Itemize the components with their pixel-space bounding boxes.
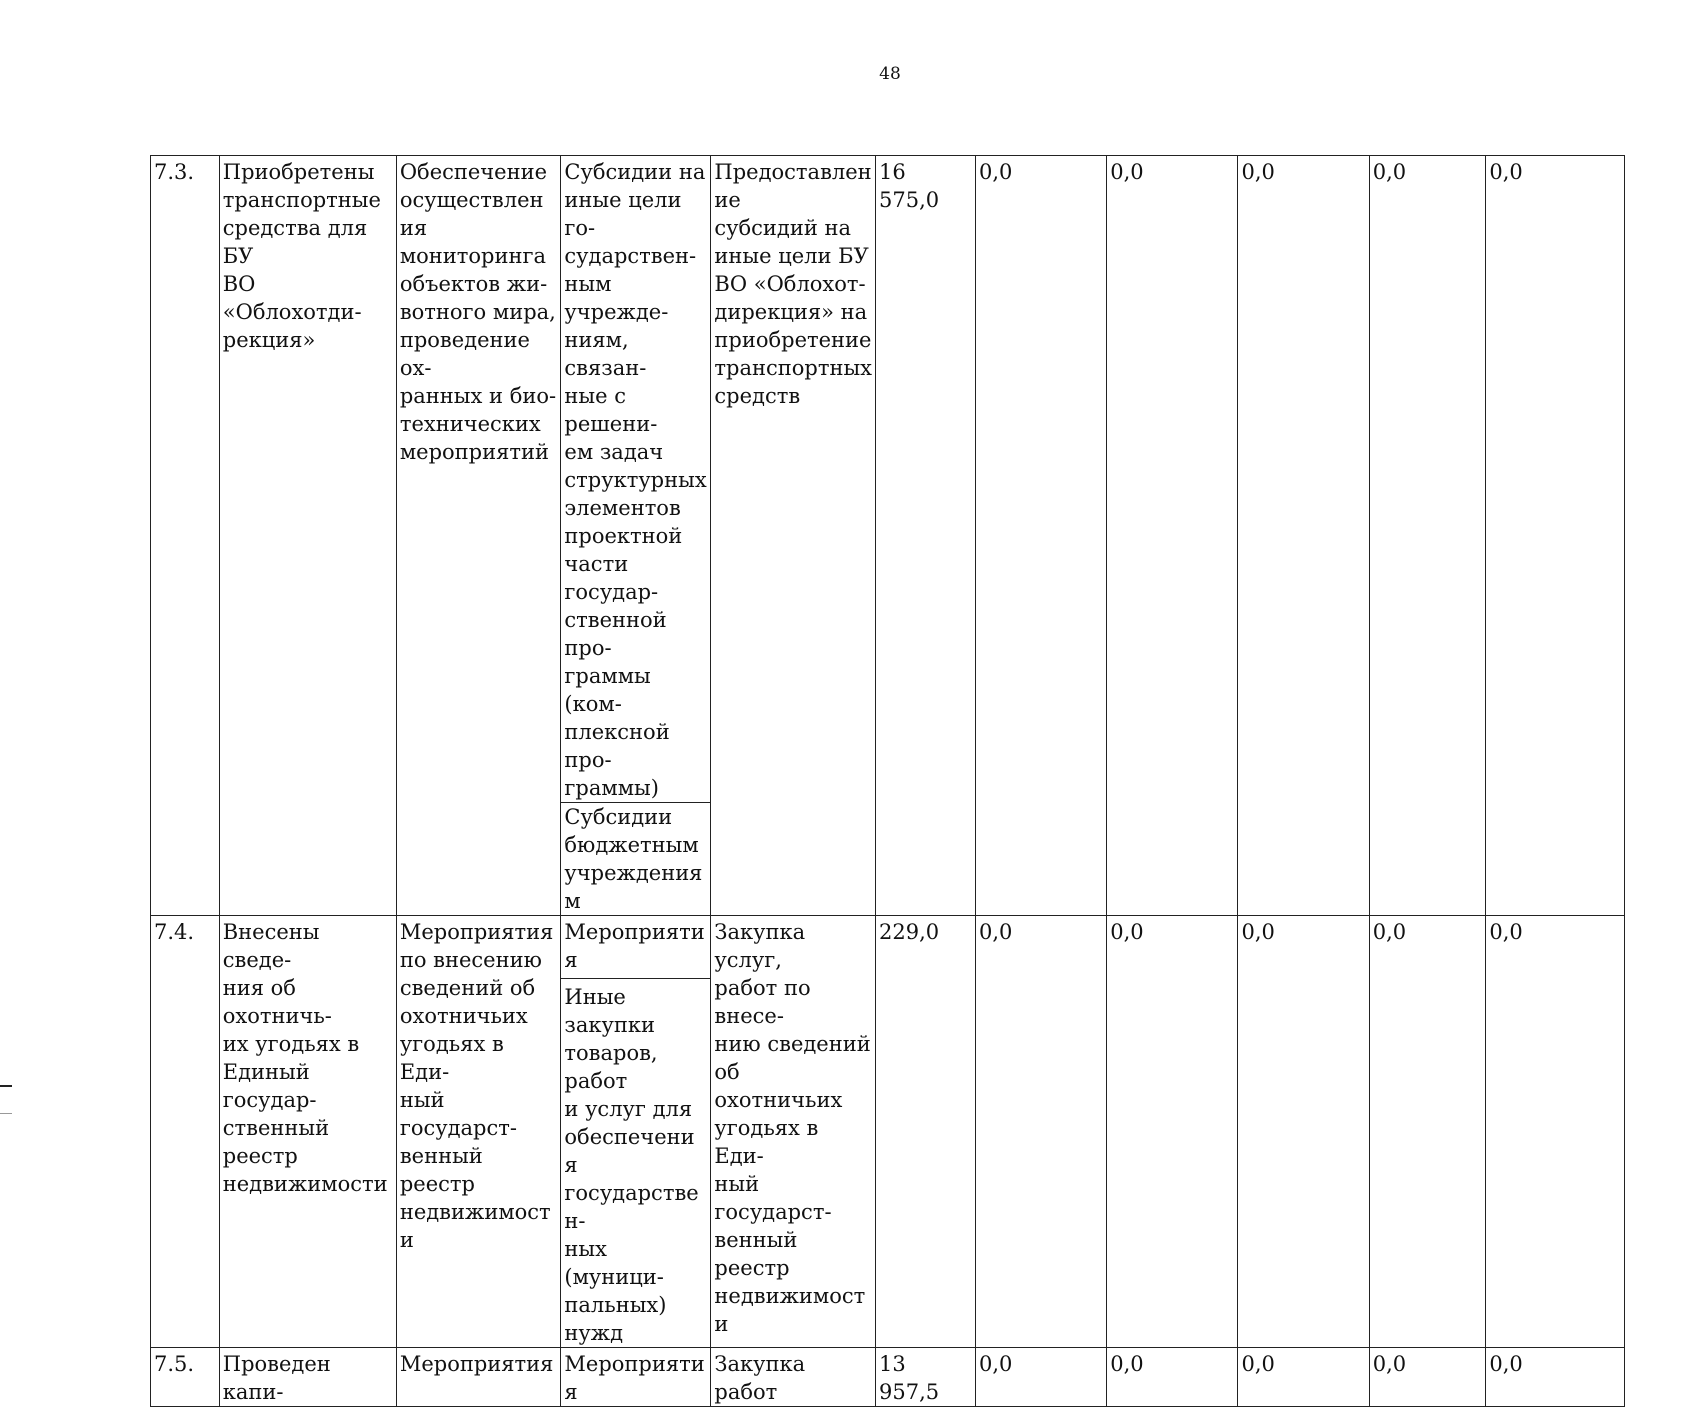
margin-mark (0, 1113, 12, 1114)
expense-type-cell (561, 156, 711, 916)
table-row (151, 156, 1625, 916)
table-row (151, 916, 1625, 1348)
table-row (151, 1348, 1625, 1407)
amount-cell: 13 957,5 (875, 1348, 975, 1407)
measure-cell: Обеспечение осуществления мониторинга объектов жи- вотного мира, проведение ох- ранных и био- технических мероприятий (396, 156, 561, 916)
page-number: 48 (879, 64, 901, 84)
amount-cell: 16 575,0 (875, 156, 975, 916)
amount-cell: 229,0 (875, 916, 975, 1348)
expense-type-cell (561, 916, 711, 1348)
result-cell: Проведен капи- (219, 1348, 396, 1407)
expense-type: Субсидии бюджетным учреждениям (561, 802, 710, 915)
result-cell: Внесены сведе- ния об охотничь- их угодьях в Единый государ- ственный реестр недвижимости (219, 916, 396, 1348)
amount-cell: 0,0 (1107, 156, 1238, 916)
amount-cell: 0,0 (1238, 156, 1369, 916)
amount-cell: 0,0 (1238, 916, 1369, 1348)
expense-type: Мероприятия (564, 920, 705, 972)
amount-cell: 0,0 (1486, 156, 1625, 916)
expense-type: Субсидии на иные цели го- сударствен- ным учрежде- ниям, связан- ные с решени- ем задач структурных элементов проектной части государ- ственной про- граммы (ком- плексной про- граммы) (564, 160, 707, 800)
amount-cell: 0,0 (1238, 1348, 1369, 1407)
amount-cell: 0,0 (1369, 916, 1486, 1348)
description-cell: Закупка услуг, работ по внесе- нию сведений об охотничьих угодьях в Еди- ный государст- венный реестр недвижимости (711, 916, 876, 1348)
row-number: 7.4. (151, 916, 220, 1348)
measure-cell: Мероприятия по внесению сведений об охотничьих угодьях в Еди- ный государст- венный реестр недвижимости (396, 916, 561, 1348)
amount-cell: 0,0 (1369, 156, 1486, 916)
amount-cell: 0,0 (1486, 916, 1625, 1348)
budget-table (150, 155, 1625, 1407)
amount-cell: 0,0 (1486, 1348, 1625, 1407)
amount-cell: 0,0 (1107, 916, 1238, 1348)
row-number: 7.3. (151, 156, 220, 916)
amount-cell: 0,0 (1107, 1348, 1238, 1407)
amount-cell: 0,0 (975, 916, 1106, 1348)
amount-cell: 0,0 (975, 1348, 1106, 1407)
measure-cell: Мероприятия (396, 1348, 561, 1407)
amount-cell: 0,0 (975, 156, 1106, 916)
result-cell: Приобретены транспортные средства для БУ ВО «Облохотди- рекция» (219, 156, 396, 916)
expense-type: Иные закупки товаров, работ и услуг для обеспечения государствен- ных (муници- пальных) нужд (561, 978, 710, 1347)
expense-type-cell: Мероприятия (561, 1348, 711, 1407)
margin-mark (0, 1085, 12, 1087)
row-number: 7.5. (151, 1348, 220, 1407)
description-cell: Закупка работ (711, 1348, 876, 1407)
amount-cell: 0,0 (1369, 1348, 1486, 1407)
description-cell: Предоставление субсидий на иные цели БУ ВО «Облохот- дирекция» на приобретение транспортных средств (711, 156, 876, 916)
